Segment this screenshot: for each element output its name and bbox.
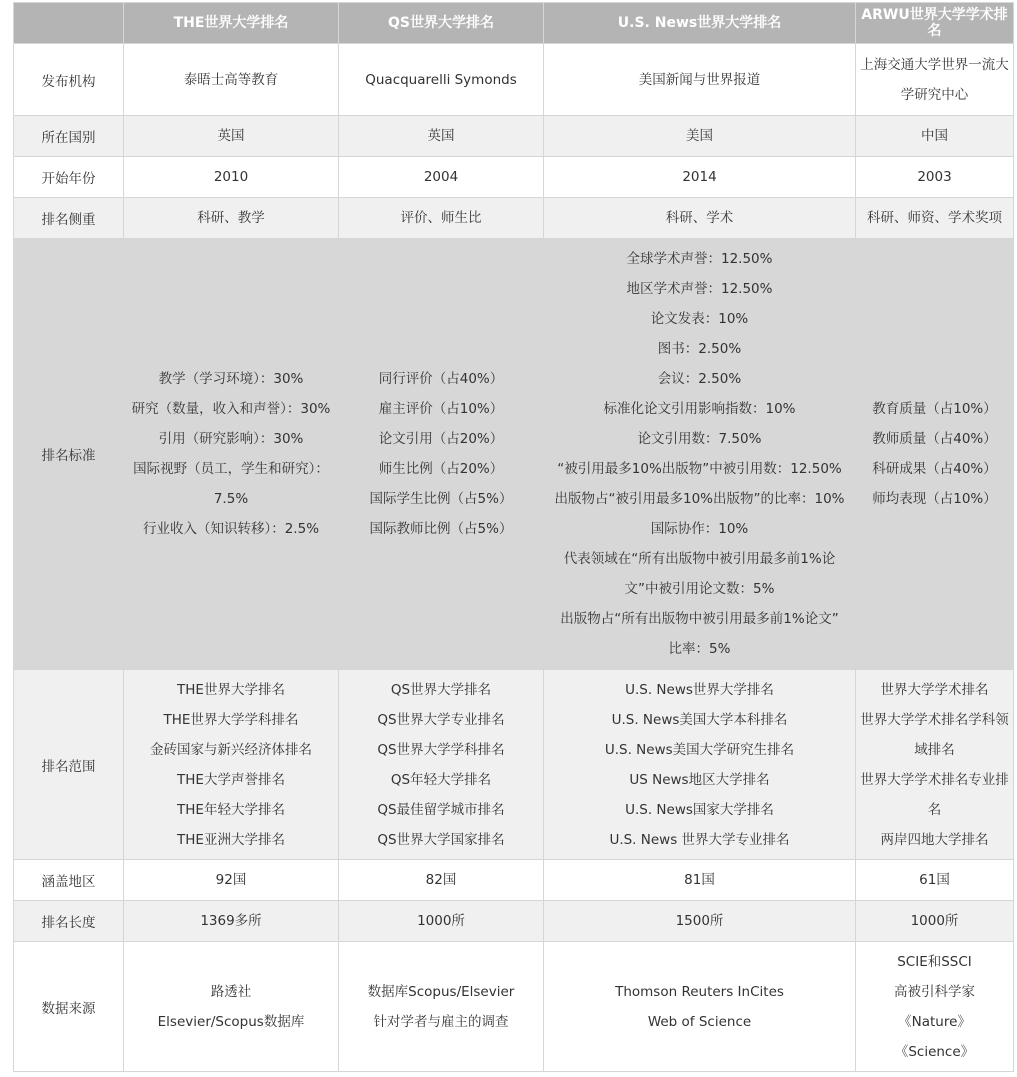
cell-line: 泰晤士高等教育 [183,71,279,88]
cell-usnews [544,44,856,116]
cell-line: 科研成果（占40%） [872,461,997,477]
cell-line: 文”中被引用论文数：5% [624,581,775,597]
row-publisher [14,44,1014,116]
cell-arwu [856,157,1014,198]
cell-arwu [856,239,1014,670]
cell-line: 《Science》 [894,1043,975,1060]
cell-the [124,157,339,198]
cell-line: 出版物占“被引用最多10%出版物”的比率：10% [554,491,845,507]
university-ranking-comparison-table [13,2,1014,1072]
cell-line: 《Nature》 [898,1013,971,1030]
header-qs: QS世界大学排名 [339,3,544,44]
header-corner [14,3,124,44]
cell-line: 1000所 [910,913,959,929]
cell-line: 国际学生比例（占5%） [369,491,513,507]
cell-line: 同行评价（占40%） [378,371,504,387]
cell-line: 图书：2.50% [657,341,742,357]
cell-line: 国际协作：10% [650,521,749,537]
cell-arwu [856,670,1014,860]
cell-line: 教师质量（占40%） [872,431,997,447]
cell-usnews [544,942,856,1072]
cell-line: 两岸四地大学排名 [880,831,989,848]
cell-usnews [544,860,856,901]
cell-line: 92国 [215,872,247,888]
cell-line: Quacquarelli Symonds [365,71,517,88]
cell-qs [339,901,544,942]
cell-line: QS世界大学国家排名 [377,831,505,848]
cell-line: 出版物占“所有出版物中被引用最多前1%论文” [560,611,839,627]
row-label: 排名侧重 [14,198,124,239]
cell-line: 全球学术声誉：12.50% [626,251,773,267]
cell-line: U.S. News世界大学排名 [625,681,774,698]
header-arwu: ARWU世界大学学术排名 [856,3,1014,44]
cell-line: US News地区大学排名 [629,771,770,788]
cell-line: 世界大学学术排名专业排 [860,771,1009,788]
cell-arwu [856,901,1014,942]
row-label: 排名标准 [14,239,124,670]
cell-qs [339,198,544,239]
cell-line: 教学（学习环境）：30% [158,371,304,387]
cell-qs [339,239,544,670]
cell-line: U.S. News国家大学排名 [625,801,774,818]
row-start-year [14,157,1014,198]
cell-line: SCIE和SSCI [897,953,972,970]
cell-line: 科研、教学 [197,210,265,226]
cell-line: 美国 [686,128,713,144]
cell-line: 论文引用（占20%） [378,431,504,447]
row-label: 开始年份 [14,157,124,198]
cell-the [124,198,339,239]
cell-line: 2014 [682,169,717,185]
cell-line: THE大学声誉排名 [177,771,285,788]
cell-line: 金砖国家与新兴经济体排名 [150,741,312,758]
cell-arwu [856,44,1014,116]
row-label: 涵盖地区 [14,860,124,901]
cell-line: QS世界大学专业排名 [377,711,505,728]
cell-line: QS世界大学排名 [390,681,492,698]
cell-line: 上海交通大学世界一流大 [860,56,1009,73]
cell-line: 标准化论文引用影响指数：10% [603,401,796,417]
row-label: 数据来源 [14,942,124,1072]
row-label: 所在国别 [14,116,124,157]
cell-line: 2003 [917,169,952,185]
cell-the [124,239,339,670]
cell-line: 引用（研究影响）：30% [158,431,304,447]
cell-line: 高被引科学家 [894,983,975,1000]
cell-line: 科研、师资、学术奖项 [867,210,1002,226]
cell-qs [339,44,544,116]
cell-line: Thomson Reuters InCites [615,983,784,1000]
cell-arwu [856,116,1014,157]
cell-the [124,901,339,942]
cell-line: 美国新闻与世界报道 [638,71,761,88]
cell-line: Elsevier/Scopus数据库 [157,1013,305,1030]
cell-the [124,116,339,157]
cell-the [124,942,339,1072]
cell-the [124,670,339,860]
cell-qs [339,116,544,157]
cell-line: THE世界大学排名 [177,681,285,698]
cell-line: 英国 [217,128,245,144]
row-scope [14,670,1014,860]
cell-line: 师生比例（占20%） [378,461,504,477]
header-usnews: U.S. News世界大学排名 [544,3,856,44]
cell-qs [339,670,544,860]
row-label: 排名范围 [14,670,124,860]
cell-line: 81国 [684,872,715,888]
cell-line: 师均表现（占10%） [872,491,997,507]
row-country [14,116,1014,157]
cell-line: THE世界大学学科排名 [163,711,299,728]
cell-qs [339,157,544,198]
cell-line: QS最佳留学城市排名 [377,801,505,818]
cell-line: 数据库Scopus/Elsevier [367,983,515,1000]
row-criteria [14,239,1014,670]
cell-line: 针对学者与雇主的调查 [373,1013,509,1030]
cell-line: 雇主评价（占10%） [378,401,504,417]
cell-line: 行业收入（知识转移）：2.5% [142,521,320,537]
cell-usnews [544,198,856,239]
cell-line: 域排名 [914,741,955,758]
cell-line: 世界大学学术排名 [880,681,989,698]
cell-arwu [856,198,1014,239]
cell-arwu [856,860,1014,901]
row-count [14,901,1014,942]
cell-line: “被引用最多10%出版物”中被引用数：12.50% [557,461,842,477]
cell-line: 2010 [213,169,249,185]
cell-line: U.S. News美国大学研究生排名 [604,741,795,758]
cell-line: 82国 [425,872,457,888]
cell-usnews [544,239,856,670]
cell-line: 学研究中心 [900,86,969,103]
cell-qs [339,860,544,901]
cell-line: 61国 [919,872,950,888]
cell-line: THE亚洲大学排名 [177,831,285,848]
cell-line: 教育质量（占10%） [872,401,997,417]
cell-usnews [544,670,856,860]
cell-the [124,44,339,116]
cell-line: Web of Science [647,1013,752,1030]
cell-line: 英国 [427,128,455,144]
cell-line: 2004 [423,169,459,185]
cell-usnews [544,116,856,157]
cell-line: 国际教师比例（占5%） [369,521,513,537]
cell-line: 科研、学术 [665,210,734,226]
cell-line: U.S. News 世界大学专业排名 [609,831,790,848]
row-coverage [14,860,1014,901]
cell-line: U.S. News美国大学本科排名 [611,711,788,728]
cell-arwu [856,942,1014,1072]
cell-line: 评价、师生比 [400,210,482,226]
cell-line: QS世界大学学科排名 [377,741,505,758]
cell-line: 1369多所 [200,913,262,929]
cell-line: 论文发表：10% [650,311,749,327]
cell-line: THE年轻大学排名 [177,801,285,818]
row-label: 排名长度 [14,901,124,942]
row-focus [14,198,1014,239]
row-source [14,942,1014,1072]
cell-line: 国际视野（员工，学生和研究）： [133,461,329,477]
cell-line: 1500所 [675,913,724,929]
header-the: THE世界大学排名 [124,3,339,44]
row-label: 发布机构 [14,44,124,116]
cell-line: 论文引用数：7.50% [637,431,762,447]
cell-line: 路透社 [210,983,252,1000]
cell-line: 中国 [921,128,948,144]
cell-line: 1000所 [417,913,465,929]
cell-line: 代表领域在“所有出版物中被引用最多前1%论 [563,551,836,567]
cell-usnews [544,157,856,198]
cell-line: 地区学术声誉：12.50% [626,281,773,297]
cell-line: 会议：2.50% [657,371,742,387]
header-row [14,3,1014,44]
cell-qs [339,942,544,1072]
cell-usnews [544,901,856,942]
cell-line: 研究（数量，收入和声誉）：30% [131,401,331,417]
cell-line: 比率：5% [668,641,731,657]
cell-line: 世界大学学术排名学科领 [860,711,1009,728]
cell-line: QS年轻大学排名 [390,771,492,788]
cell-the [124,860,339,901]
cell-line: 名 [927,801,942,818]
cell-line: 7.5% [213,491,249,507]
